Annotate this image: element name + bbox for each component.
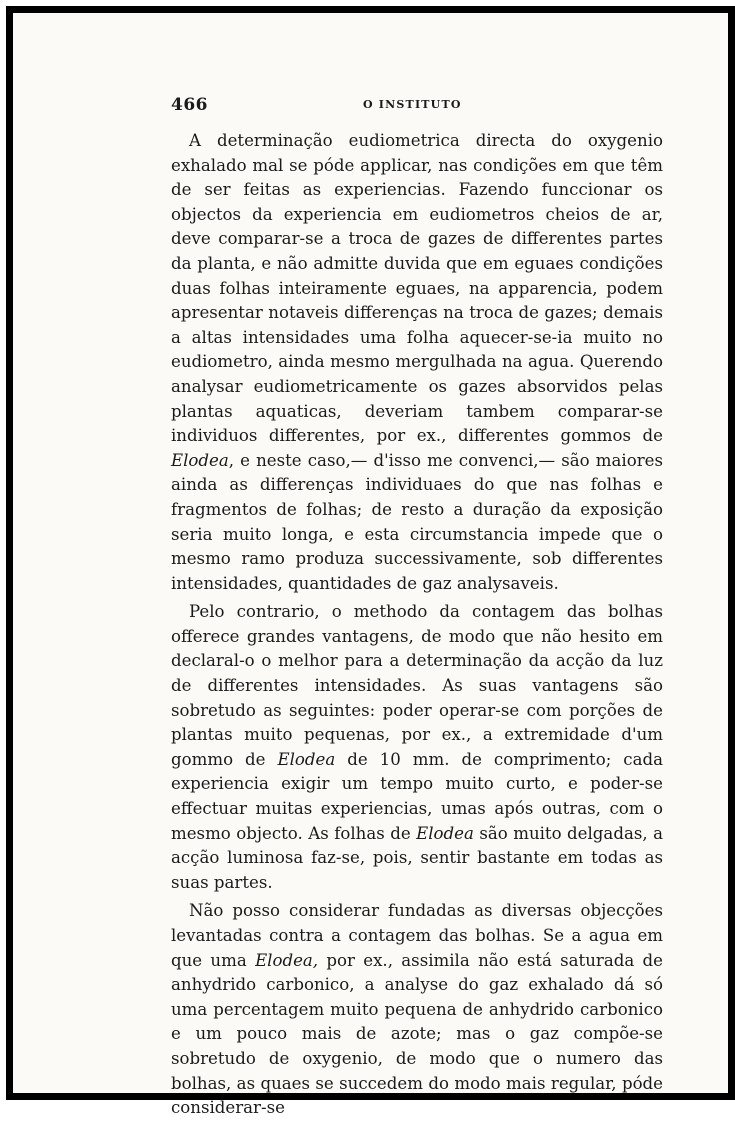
scan-frame [6, 6, 735, 1118]
species-name-elodea: Elodea [277, 749, 336, 769]
paragraph-3 [171, 899, 663, 1120]
book-page [163, 95, 663, 1121]
species-name-elodea: Elodea [171, 450, 229, 470]
running-header [163, 95, 663, 121]
paragraph-2 [171, 600, 663, 895]
text-run: de 10 mm. de comprimento; cada experiencia exigir um tempo muito curto, e poder-se effectuar muitas experiencias, umas após outras, com o mesmo objecto. As folhas de [171, 749, 663, 843]
text-run: Não posso considerar fundadas as diversas objecções levantadas contra a contagem das bolhas. Se a agua em que uma [171, 901, 663, 970]
paragraph-1 [171, 129, 663, 596]
text-run: são muito delgadas, a acção luminosa faz-se, pois, sentir bastante em todas as suas partes. [171, 823, 663, 892]
text-run: A determinação eudiometrica directa do oxygenio exhalado mal se póde applicar, nas condições em que têm de ser feitas as experiencias. Fazendo funccionar os objectos da experiencia em eudiometros cheios de ar, deve comparar-se a troca de gazes de differentes partes da planta, e não admitte duvida que em eguaes condições duas folhas inteiramente eguaes, na apparencia, podem apresentar notaveis differenças na troca de gazes; demais a altas intensidades uma folha aquecer-se-ia muito no eudiometro, ainda mesmo mergulhada na agua. Querendo analysar eudiometricamente os gazes absorvidos pelas plantas aquaticas, deveriam tambem comparar-se individuos differentes, por ex., differentes gommos de [171, 131, 663, 446]
species-name-elodea: Elodea, [255, 950, 319, 970]
species-name-elodea: Elodea [416, 823, 474, 843]
page-number: 466 [171, 95, 208, 115]
text-run: por ex., assimila não está saturada de anhydrido carbonico, a analyse do gaz exhalado dá só uma percentagem muito pequena de anhydrido carbonico e um pouco mais de azote; mas o gaz compõe-se sobretudo de oxygenio, de modo que o numero das bolhas, as quaes se succedem do modo mais regular, póde considerar-se [171, 950, 663, 1118]
journal-title: O INSTITUTO [363, 98, 462, 111]
text-run: Pelo contrario, o methodo da contagem das bolhas offerece grandes vantagens, de modo que não hesito em declaral-o o melhor para a determinação da acção da luz de differentes intensidades. As suas vantagens são sobretudo as seguintes: poder operar-se com porções de plantas muito pequenas, por ex., a extremidade d'um gommo de [171, 602, 663, 769]
text-run: , e neste caso,— d'isso me convenci,— são maiores ainda as differenças individuaes do que nas folhas e fragmentos de folhas; de resto a duração da exposição seria muito longa, e esta circumstancia impede que o mesmo ramo produza successivamente, sob differentes intensidades, quantidades de gaz analysaveis. [171, 450, 663, 593]
body-text [163, 129, 663, 1121]
